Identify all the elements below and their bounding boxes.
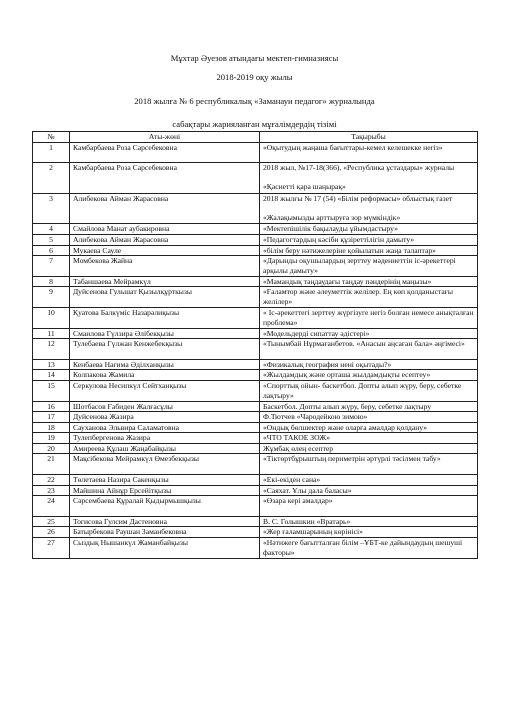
teacher-name: Табаншаева Мейрамкүл bbox=[70, 276, 260, 287]
table-row bbox=[33, 454, 478, 475]
lesson-topic: 2018 жыл, №17-18(366), «Республика ұстаздары» журналы «Қасиетті қара шаңырақ» bbox=[260, 163, 478, 194]
column-header-number: № bbox=[33, 132, 70, 143]
teacher-name: Тулепбергенова Жазира bbox=[70, 433, 260, 444]
teacher-name: Шотбасов Ғабиден Жалғасұлы bbox=[70, 401, 260, 412]
academic-year: 2018-2019 оқу жылы bbox=[216, 72, 293, 82]
row-number: 19 bbox=[33, 433, 70, 444]
journal-title: 2018 жылға № 6 республикалық «Заманауи педагог» журналында bbox=[134, 96, 375, 106]
lesson-topic: «Физикалық география нені оқытады?» bbox=[260, 359, 478, 370]
row-number: 4 bbox=[33, 224, 70, 235]
table-header-row bbox=[33, 132, 478, 143]
row-number: 25 bbox=[33, 516, 70, 527]
teacher-name: Алибекова Айман Жарасовна bbox=[70, 234, 260, 245]
lesson-topic: «Мектепішілік бақылауды ұйымдастыру» bbox=[260, 224, 478, 235]
lesson-topic: «Жылдамдық және орташа жылдамдықты есептеу» bbox=[260, 370, 478, 381]
lesson-topic: «ЧТО ТАКОЕ ЗОЖ» bbox=[260, 433, 478, 444]
teacher-name: Қуатова Балкүміс Назарәлиқызы bbox=[70, 307, 260, 328]
table-row bbox=[33, 224, 478, 235]
table-row bbox=[33, 328, 478, 339]
row-number: 15 bbox=[33, 380, 70, 401]
row-number: 17 bbox=[33, 412, 70, 423]
row-number: 8 bbox=[33, 276, 70, 287]
lesson-topic: Жұмбақ өлең есептер bbox=[260, 443, 478, 454]
row-number: 2 bbox=[33, 163, 70, 194]
row-number: 6 bbox=[33, 245, 70, 256]
lesson-topic: 2018 жылғы № 17 (54) «Білім реформасы» облыстық газет «Жалақымызды арттыруға зор мүмкіндік» bbox=[260, 193, 478, 224]
table-row bbox=[33, 380, 478, 401]
row-number: 7 bbox=[33, 256, 70, 277]
lesson-topic: «Саяхат. Ұлы дала баласы» bbox=[260, 485, 478, 496]
table-row bbox=[33, 527, 478, 538]
row-number: 13 bbox=[33, 359, 70, 370]
table-row bbox=[33, 142, 478, 163]
table-row bbox=[33, 287, 478, 308]
row-number: 20 bbox=[33, 443, 70, 454]
lesson-topic: Баскетбол. Допты алып жүру, беру, себетке лақтыру bbox=[260, 401, 478, 412]
table-row bbox=[33, 370, 478, 381]
lesson-topic: В. С. Голышкин «Вратарь» bbox=[260, 516, 478, 527]
row-number: 26 bbox=[33, 527, 70, 538]
lesson-topic: «Мамандық таңдаудағы таңдау пәндерінің маңызы» bbox=[260, 276, 478, 287]
row-number: 5 bbox=[33, 234, 70, 245]
lesson-topic: «Спорттық ойын- баскетбол. Допты алып жүру, беру, себетке лақтыру» bbox=[260, 380, 478, 401]
row-number: 12 bbox=[33, 339, 70, 360]
lesson-topic: Ф.Тютчев «Чародейкою зимою» bbox=[260, 412, 478, 423]
column-header-name: Аты-жөні bbox=[70, 132, 260, 143]
table-row bbox=[33, 422, 478, 433]
lesson-topic: «білім беру нәтижелеріне қойылатын жаңа талаптар» bbox=[260, 245, 478, 256]
lesson-topic: «Өзара кері амалдар» bbox=[260, 496, 478, 517]
table-row bbox=[33, 359, 478, 370]
teacher-name: Смаилова Гүлзира Әлібекқызы bbox=[70, 328, 260, 339]
row-number: 21 bbox=[33, 454, 70, 475]
teacher-name: Батырбекова Раушан Заманбековна bbox=[70, 527, 260, 538]
row-number: 10 bbox=[33, 307, 70, 328]
teacher-name: Мақсібекова Мейрамкүл Өмезбекқызы bbox=[70, 454, 260, 475]
teacher-name: Тогисова Гулсим Дастеновна bbox=[70, 516, 260, 527]
table-row bbox=[33, 401, 478, 412]
lesson-topic: « Іс-әрекеттегі зерттеу жүргізуге негіз болған немесе анықталған проблема» bbox=[260, 307, 478, 328]
table-row bbox=[33, 475, 478, 486]
teacher-name: Камбарбаева Роза Сарсебековна bbox=[70, 142, 260, 163]
teacher-name: Төлетаева Назира Сакенқызы bbox=[70, 475, 260, 486]
teacher-name: Смайлова Манат аубакировна bbox=[70, 224, 260, 235]
row-number: 1 bbox=[33, 142, 70, 163]
lesson-topic: «Дарынды оқушылардың зерттеу мәдениеттін іс-әрекеттері арқылы дамыту» bbox=[260, 256, 478, 277]
table-row bbox=[33, 276, 478, 287]
lesson-topic: «Оқытудың жаңаша бағыттары-кемел келешекке негіз» bbox=[260, 142, 478, 163]
row-number: 24 bbox=[33, 496, 70, 517]
teacher-name: Дуйсенова Гульшат Қызылқұрткызы bbox=[70, 287, 260, 308]
table-row bbox=[33, 443, 478, 454]
table-row bbox=[33, 256, 478, 277]
teacher-name: Серкулова Несипкүл Сейтханқызы bbox=[70, 380, 260, 401]
table-row bbox=[33, 496, 478, 517]
teacher-name: Сәрсембаева Құралай Қыдырмышқызы bbox=[70, 496, 260, 517]
table-row bbox=[33, 193, 478, 224]
school-name: Мұхтар Әуезов атындағы мектеп-гимназиясы bbox=[170, 53, 339, 63]
lesson-topic: «Ғаламтор және әлеуметтік желілер. Ең көп қолданыстағы желілер» bbox=[260, 287, 478, 308]
teacher-name: Тулебаева Гүлжан Кенжебекқызы bbox=[70, 339, 260, 360]
lesson-topic: «Нәтижеге бағытталған білім –ҰБТ-ке дайындаудың шешуші факторы» bbox=[260, 538, 478, 559]
lesson-topic: «Тіктөртбұрыштың периметрін әртүрлі тәсілмен табу» bbox=[260, 454, 478, 475]
teacher-name: Алибекова Айман Жарасовна bbox=[70, 193, 260, 224]
teacher-name: Сауханова Эльвира Саламатовна bbox=[70, 422, 260, 433]
teacher-name: Майшина Айнұр Ерсейітқызы bbox=[70, 485, 260, 496]
lesson-topic: «Модельдерді сипаттау әдістері» bbox=[260, 328, 478, 339]
teacher-name: Сыздық Нышанкүл Жаманбайқызы bbox=[70, 538, 260, 559]
list-title: сабақтары жарияланған мұғалімдердің тізімі bbox=[172, 119, 337, 129]
table-row bbox=[33, 307, 478, 328]
table-row bbox=[33, 163, 478, 194]
teacher-name: Кенбаева Нағима Әділханқызы bbox=[70, 359, 260, 370]
table-row bbox=[33, 433, 478, 444]
lesson-topic: «Педагогтардың кәсіби құзіреттілігін дамыту» bbox=[260, 234, 478, 245]
table-row bbox=[33, 538, 478, 559]
table-row bbox=[33, 234, 478, 245]
teachers-table bbox=[32, 131, 478, 559]
teacher-name: Мукаева Сауле bbox=[70, 245, 260, 256]
teacher-name: Момбекова Жайна bbox=[70, 256, 260, 277]
table-body bbox=[33, 142, 478, 558]
row-number: 23 bbox=[33, 485, 70, 496]
row-number: 22 bbox=[33, 475, 70, 486]
row-number: 14 bbox=[33, 370, 70, 381]
lesson-topic: «Тынымбай Нұрмағанбетов. «Анасын аңсаған бала» әңгімесі» bbox=[260, 339, 478, 360]
teacher-name: Дуйсенова Жазира bbox=[70, 412, 260, 423]
row-number: 3 bbox=[33, 193, 70, 224]
teacher-name: Колпакова Жамила bbox=[70, 370, 260, 381]
teacher-name: Амиреева Құлаш Жаңабайқызы bbox=[70, 443, 260, 454]
row-number: 11 bbox=[33, 328, 70, 339]
lesson-topic: «Екі-екіден сана» bbox=[260, 475, 478, 486]
row-number: 16 bbox=[33, 401, 70, 412]
lesson-topic: «Ондық бөлшектер және оларға амалдар қолдану» bbox=[260, 422, 478, 433]
lesson-topic: «Жер ғаламшарының көрінісі» bbox=[260, 527, 478, 538]
row-number: 9 bbox=[33, 287, 70, 308]
row-number: 27 bbox=[33, 538, 70, 559]
row-number: 18 bbox=[33, 422, 70, 433]
table-row bbox=[33, 485, 478, 496]
table-row bbox=[33, 245, 478, 256]
column-header-topic: Тақырыбы bbox=[260, 132, 478, 143]
table-row bbox=[33, 339, 478, 360]
teacher-name: Камбарбаева Роза Сарсебековна bbox=[70, 163, 260, 194]
table-row bbox=[33, 412, 478, 423]
table-row bbox=[33, 516, 478, 527]
